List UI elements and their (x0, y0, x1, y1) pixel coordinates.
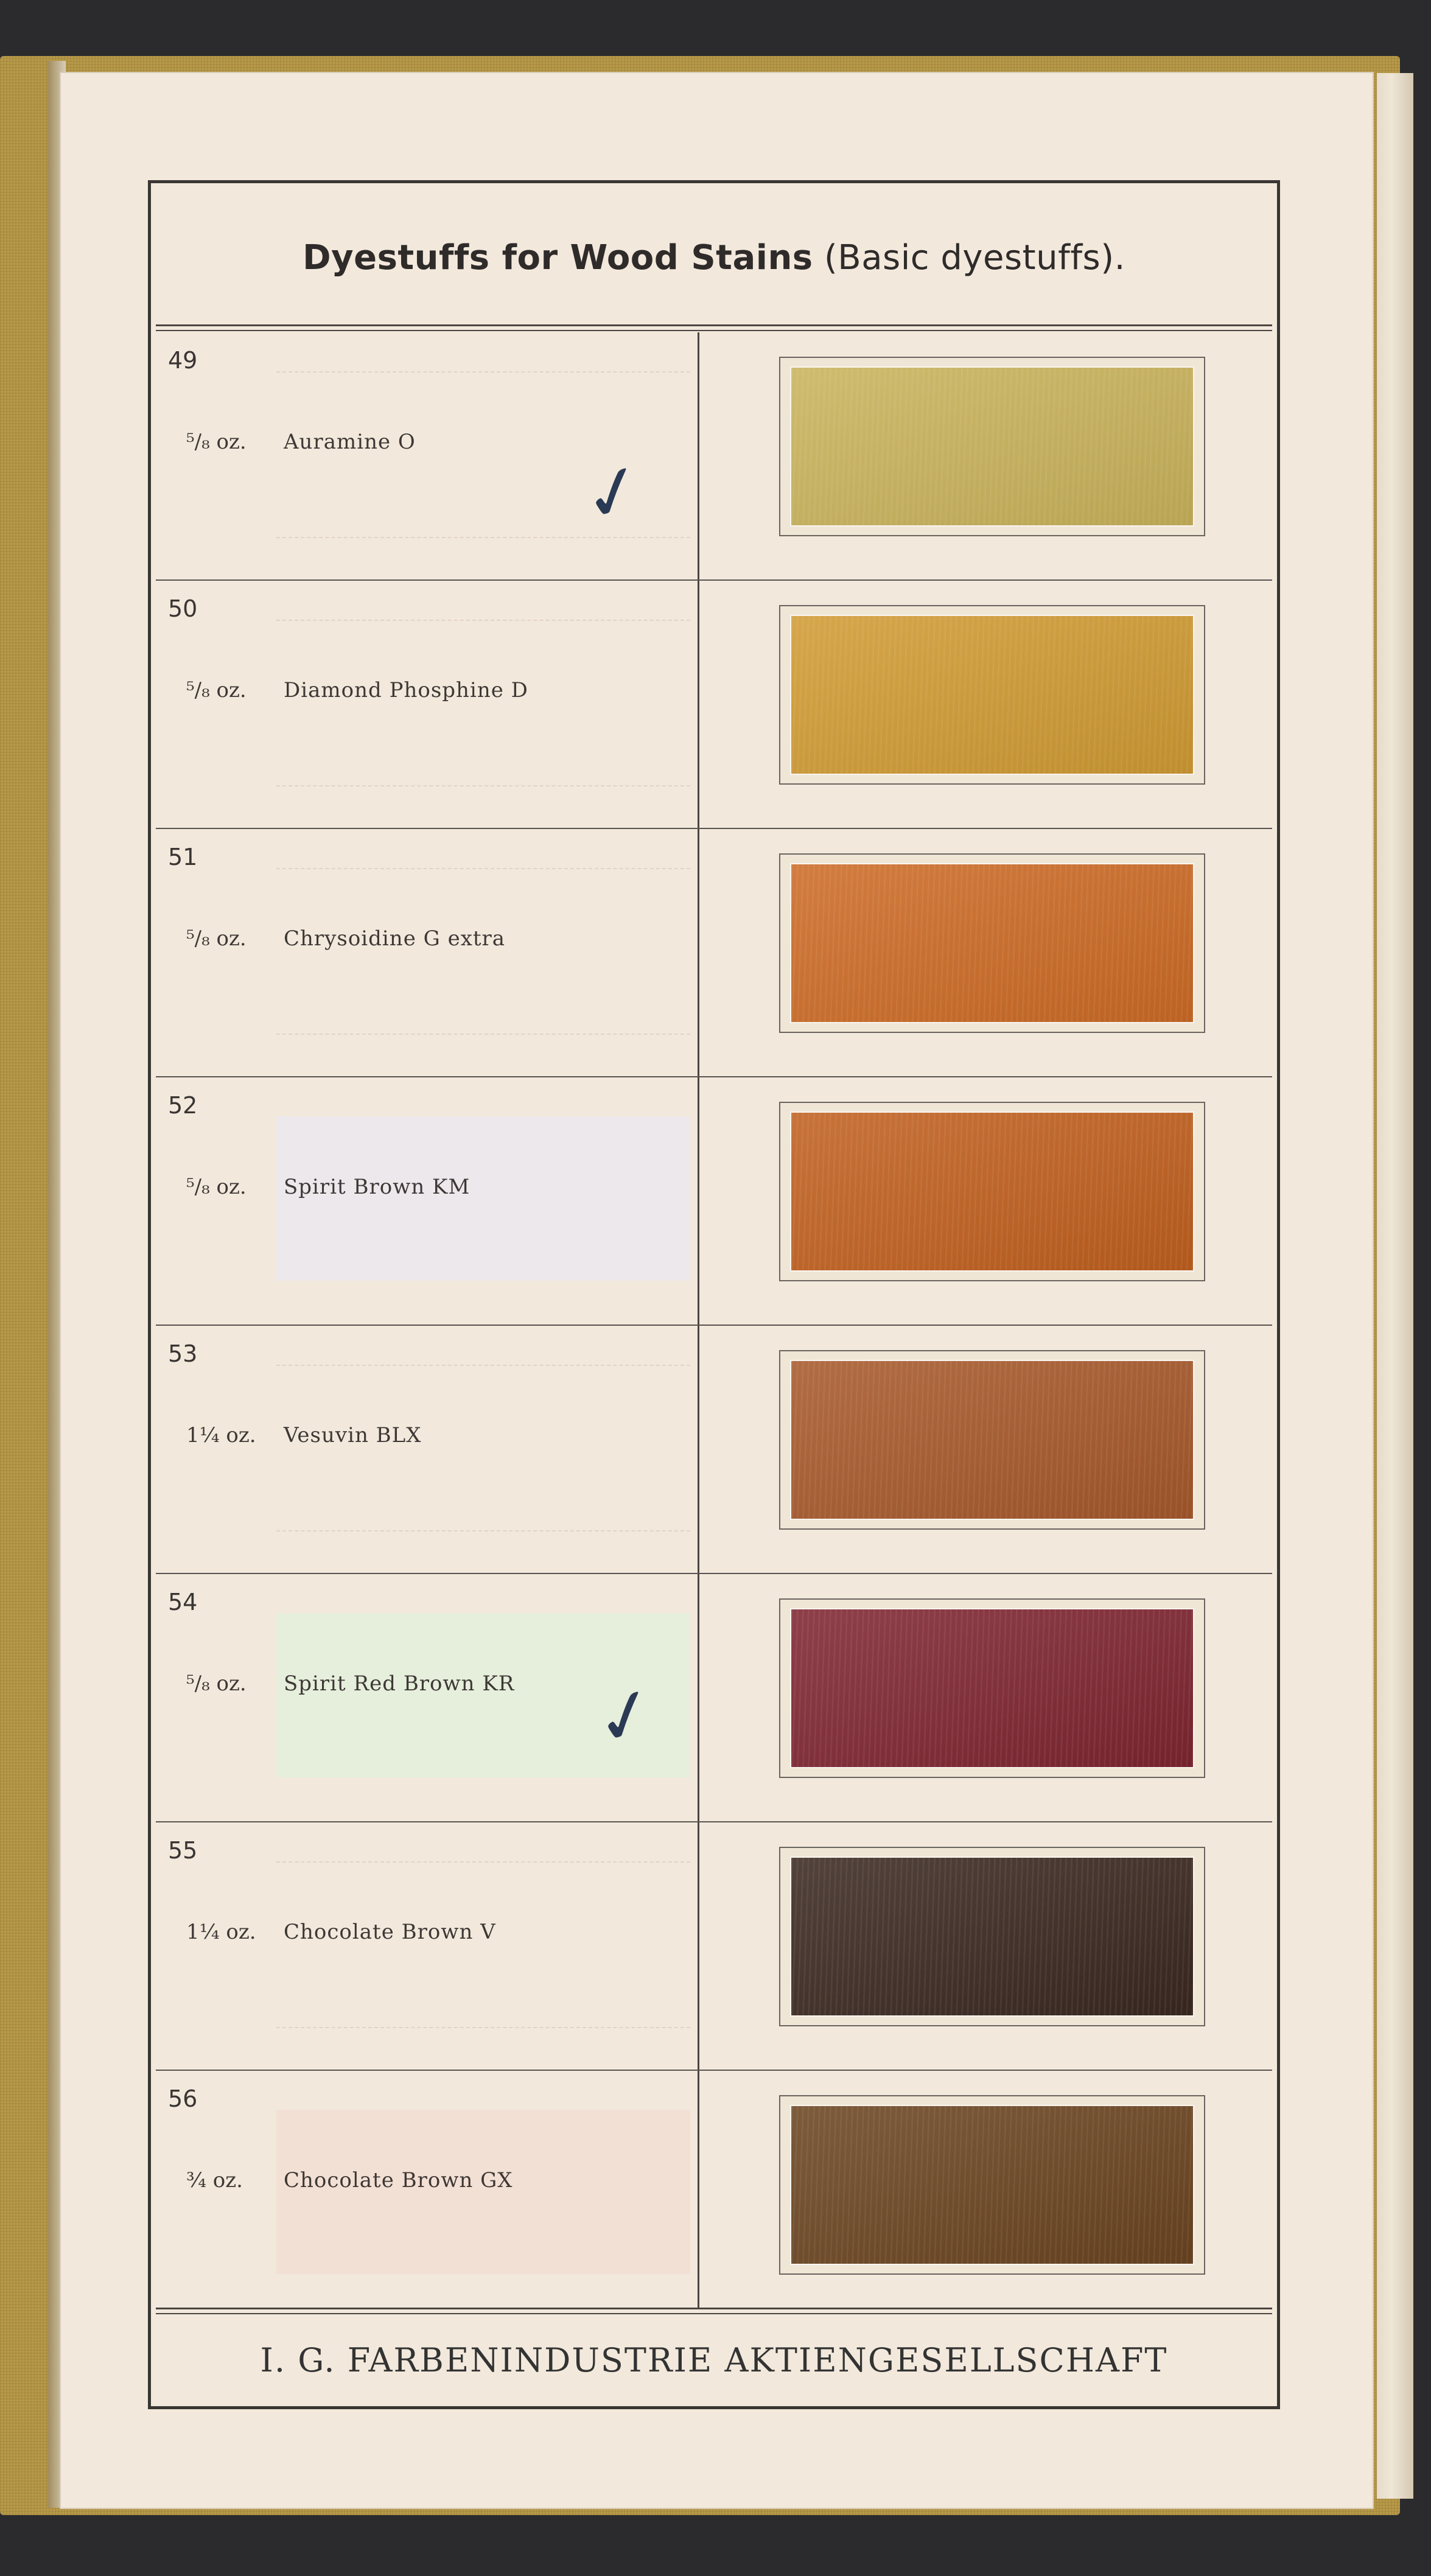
quantity: ⁵/₈ oz. (186, 926, 247, 951)
wood-sample-swatch (791, 616, 1193, 774)
dye-name: Spirit Red Brown KR (284, 1671, 515, 1696)
wood-sample-frame (779, 1598, 1205, 1778)
checkmark-icon: ✓ (573, 444, 654, 542)
title-subtitle: (Basic dyestuffs). (824, 238, 1125, 278)
wood-sample-swatch (791, 368, 1193, 525)
wood-sample-frame (779, 1847, 1205, 2026)
page-edge (1377, 73, 1413, 2499)
dye-name: Chocolate Brown GX (284, 2168, 513, 2193)
wood-sample-swatch (791, 1858, 1193, 2015)
row-number: 49 (168, 347, 198, 374)
footer-rule (156, 2308, 1272, 2314)
quantity: ¾ oz. (186, 2168, 243, 2193)
wood-sample-swatch (791, 2106, 1193, 2264)
wood-sample-swatch (791, 1609, 1193, 1767)
wood-sample-frame (779, 1350, 1205, 1530)
dye-name: Diamond Phosphine D (284, 678, 528, 702)
dye-row (156, 2071, 1272, 2319)
dye-name: Auramine O (284, 430, 416, 454)
dye-row (156, 1077, 1272, 1326)
wood-sample-swatch (791, 864, 1193, 1022)
dye-row (156, 581, 1272, 829)
quantity: ⁵/₈ oz. (186, 1175, 247, 1199)
quantity: ⁵/₈ oz. (186, 1671, 247, 1696)
dye-row (156, 332, 1272, 581)
wood-sample-swatch (791, 1113, 1193, 1270)
quantity: 1¼ oz. (186, 1920, 256, 1944)
pale-tint-area (276, 1861, 690, 2028)
wood-sample-frame (779, 2095, 1205, 2275)
quantity: ⁵/₈ oz. (186, 430, 247, 454)
row-number: 55 (168, 1837, 198, 1864)
dye-name: Vesuvin BLX (284, 1423, 422, 1447)
row-number: 52 (168, 1092, 198, 1119)
wood-sample-frame (779, 853, 1205, 1033)
page-title (151, 238, 1277, 278)
dye-name: Chrysoidine G extra (284, 926, 506, 951)
pale-tint-area (276, 1365, 690, 1531)
dye-row (156, 1574, 1272, 1822)
row-number: 50 (168, 595, 198, 622)
quantity: ⁵/₈ oz. (186, 678, 247, 702)
header-rule (156, 324, 1272, 331)
dye-row (156, 1822, 1272, 2071)
dye-row (156, 1326, 1272, 1574)
pale-tint-area (276, 620, 690, 786)
dye-name: Chocolate Brown V (284, 1920, 496, 1944)
row-number: 53 (168, 1340, 198, 1367)
row-number: 51 (168, 844, 198, 870)
publisher-footer: I. G. FARBENINDUSTRIE AKTIENGESELLSCHAFT (260, 2341, 1168, 2379)
quantity: 1¼ oz. (186, 1423, 256, 1447)
dye-row (156, 829, 1272, 1077)
dye-name: Spirit Brown KM (284, 1175, 471, 1199)
pale-tint-area (276, 868, 690, 1035)
checkmark-icon: ✓ (585, 1668, 667, 1766)
sample-card-frame (148, 180, 1280, 2409)
row-number: 56 (168, 2085, 198, 2112)
wood-sample-frame (779, 357, 1205, 536)
wood-sample-swatch (791, 1361, 1193, 1519)
wood-sample-frame (779, 1102, 1205, 1281)
row-number: 54 (168, 1589, 198, 1615)
title-bold: Dyestuffs for Wood Stains (303, 238, 813, 278)
wood-sample-frame (779, 605, 1205, 785)
